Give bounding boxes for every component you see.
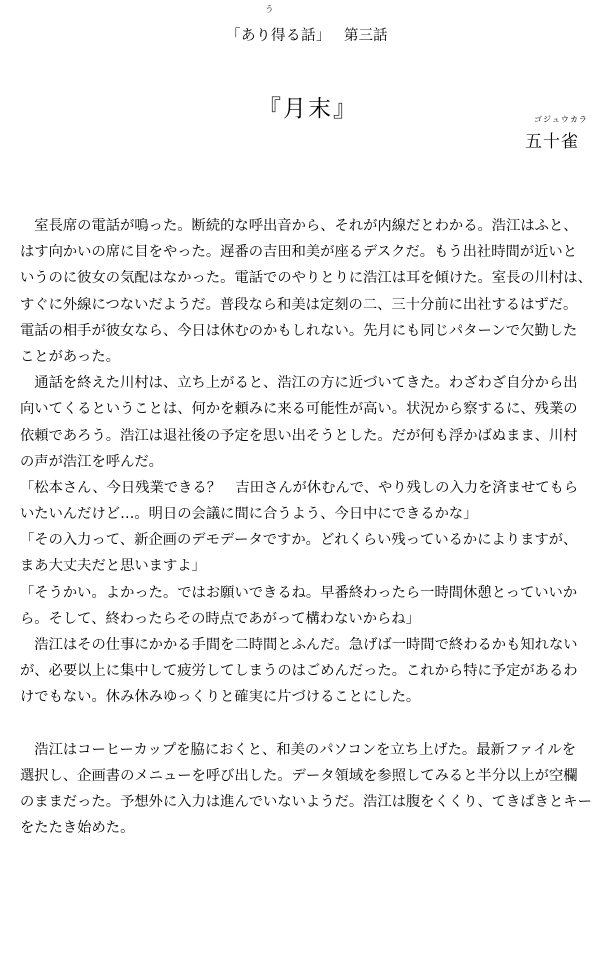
text-line: はす向かいの席に目をやった。遅番の吉田和美が座るデスクだ。もう出社時間が近いと (20, 244, 578, 261)
text-line: けでもない。休み休みゆっくりと確実に片づけることにした。 (20, 689, 421, 706)
text-line: 通話を終えた川村は、立ち上がると、浩江の方に近づいてきた。わざわざ自分から出 (20, 375, 578, 392)
text-line: すぐに外線につないだようだ。普段なら和美は定刻の二、三十分前に出社するはずだ。 (20, 296, 578, 313)
text-line: 依頼であろう。浩江は退社後の予定を思い出そうとした。だが何も浮かばぬまま、川村 (20, 427, 578, 444)
episode-label: 第三話 (344, 28, 388, 44)
text-line: いうのに彼女の気配はなかった。電話でのやりとりに浩江は耳を傾けた。室長の川村は、 (20, 270, 592, 287)
series-title: 「あり得る話」 (226, 28, 331, 44)
author-reading: ゴジュウカラ (534, 115, 588, 124)
text-line: 電話の相手が彼女なら、今日は休むのかもしれない。先月にも同じパターンで欠勤した (20, 322, 578, 339)
dialogue-line: いたいんだけど…。明日の会議に間に合うよう、今日中にできるかな」 (20, 506, 478, 523)
text-line: ことがあった。 (20, 348, 120, 365)
text-line: 浩江はコーヒーカップを脇におくと、和美のパソコンを立ち上げた。最新ファイルを (20, 741, 577, 758)
section-break (20, 711, 592, 737)
dialogue-line: 「松本さん、今日残業できる？ 吉田さんが休むんで、やり残しの入力を済ませてもら (20, 479, 579, 496)
dialogue-line: 「その入力って、新企画のデモデータですか。どれくらい残っているかによりますが、 (20, 532, 578, 549)
dialogue-line: 「そうかい。よかった。ではお願いできるね。早番終わったら一時間休憩とっていいか (20, 584, 578, 601)
dialogue-line: ら。そして、終わったらその時点であがって構わないからね」 (20, 610, 420, 627)
story-body (20, 213, 592, 842)
text-line: のままだった。予想外に入力は進んでいないようだ。浩江は腹をくくり、てきぱきとキー (20, 794, 592, 811)
ruby-annotation: う (265, 5, 274, 15)
dialogue-line: まあ大丈夫だと思いますよ」 (20, 558, 206, 575)
author-name: 五十雀 (525, 132, 579, 152)
text-line: が、必要以上に集中して疲労してしまうのはごめんだった。これから特に予定があるわ (20, 663, 578, 680)
text-line: をたたき始めた。 (20, 820, 135, 837)
series-header (0, 0, 609, 50)
text-line: 室長席の電話が鳴った。断続的な呼出音から、それが内線だとわかる。浩江はふと、 (20, 218, 578, 234)
story-title: 『月末』 (258, 96, 358, 122)
text-line: 向いてくるということは、何かを頼みに来る可能性が高い。状況から察するに、残業の (20, 401, 578, 418)
text-line: 選択し、企画書のメニューを呼び出した。データ領域を参照してみると半分以上が空欄 (20, 767, 578, 784)
text-line: 浩江はその仕事にかかる手間を二時間とふんだ。急げば一時間で終わるかも知れない (20, 637, 578, 653)
text-line: の声が浩江を呼んだ。 (20, 453, 163, 470)
